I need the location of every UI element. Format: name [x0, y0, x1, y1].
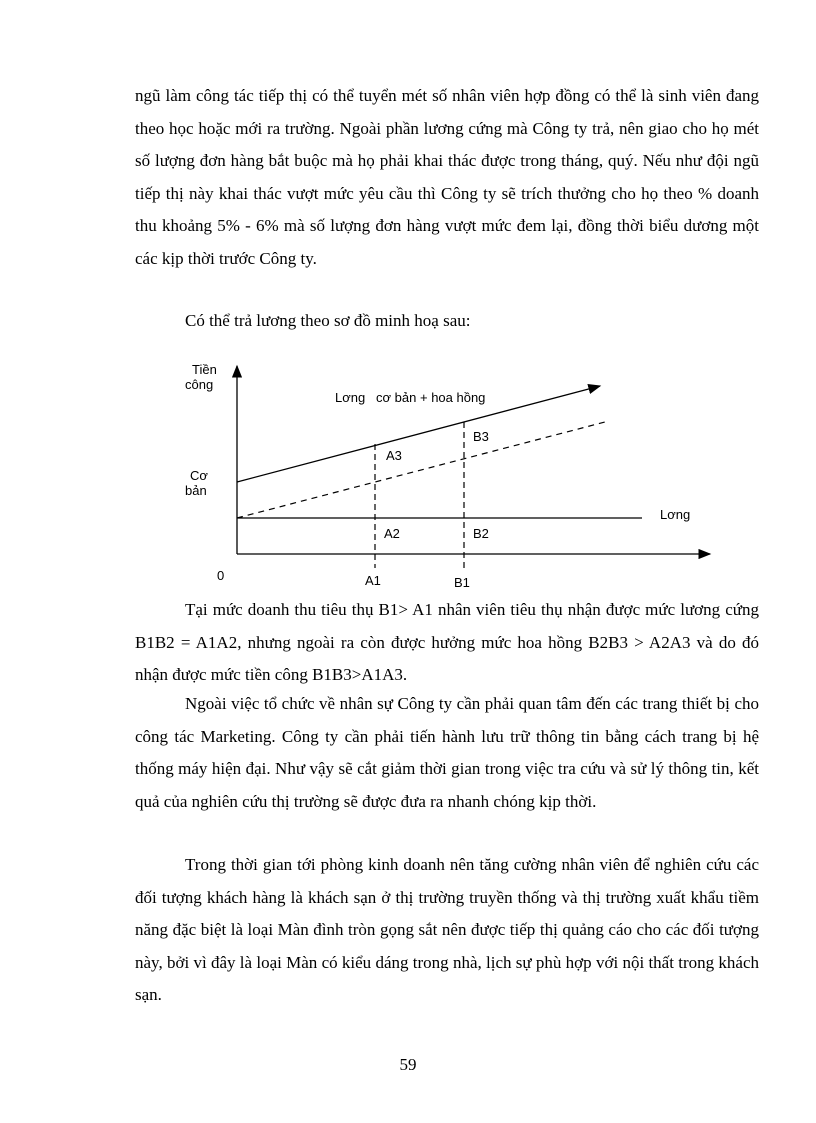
paragraph-equipment: Ngoài việc tổ chức về nhân sự Công ty cần phải quan tâm đến các trang thiết bị cho công tác Marketing. Công ty cần phải tiến hành lưu trữ thông tin bằng cách trang bị hệ thống máy hiện đại. Như vậy sẽ cắt giảm thời gian trong việc tra cứu và sử lý thông tin, kết quả của nghiên cứu thị trường sẽ được đưa ra nhanh chóng kịp thời. — [135, 694, 759, 811]
label-b1: B1 — [454, 575, 470, 590]
y-axis-label-line2: công — [185, 377, 214, 392]
base-label-line1: Cơ — [190, 468, 208, 483]
label-a3: A3 — [386, 448, 402, 463]
label-b3: B3 — [473, 429, 489, 444]
commission-dashed-line — [237, 422, 605, 518]
paragraph-continued: ngũ làm công tác tiếp thị có thể tuyển mét số nhân viên hợp đồng có thể là sinh viên đang theo học hoặc mới ra trường. Ngoài phần lương cứng mà Công ty trả, nên giao cho họ mét số lượng đơn hàng bắt buộc mà họ phải khai thác được trong tháng, quý. Nếu như đội ngũ tiếp thị này khai thác vượt mức yêu cầu thì Công ty sẽ trích thưởng cho họ theo % doanh thu khoảng 5% - 6% mà số lượng đơn hàng vượt mức đem lại, đồng thời biểu dương một các kịp thời trước Công ty. — [135, 86, 759, 268]
y-axis-label-line1: Tiền — [192, 362, 217, 377]
paragraph-explanation: Tại mức doanh thu tiêu thụ B1> A1 nhân viên tiêu thụ nhận được mức lương cứng B1B2 = A1A2, nhưng ngoài ra còn được hưởng mức hoa hồng B2B3 > A2A3 và do đó nhận được mức tiền công B1B3>A1A3. — [135, 600, 759, 685]
base-line-label: Lơng — [660, 507, 691, 522]
base-label-line2: bản — [185, 483, 207, 498]
origin-label: 0 — [217, 568, 225, 583]
diagram-intro: Có thể trả lương theo sơ đồ minh hoạ sau: — [185, 311, 471, 330]
paragraph-research: Trong thời gian tới phòng kinh doanh nên tăng cường nhân viên để nghiên cứu các đối tượng khách hàng là khách sạn ở thị trường truyền thống và thị trường xuất khẩu tiềm năng đặc biệt là loại Màn đình tròn gọng sắt nên được tiếp thị quảng cáo cho các đối tượng này, bởi vì đây là loại Màn có kiểu dáng trong nhà, lịch sự phù hợp với nội thất trong khách sạn. — [135, 855, 759, 1005]
label-a2: A2 — [384, 526, 400, 541]
salary-diagram — [170, 352, 730, 592]
page-number: 59 — [399, 1055, 417, 1074]
label-b2: B2 — [473, 526, 489, 541]
label-a1: A1 — [365, 573, 381, 588]
top-line-label: Lơng cơ bản + hoa hồng — [335, 390, 486, 405]
